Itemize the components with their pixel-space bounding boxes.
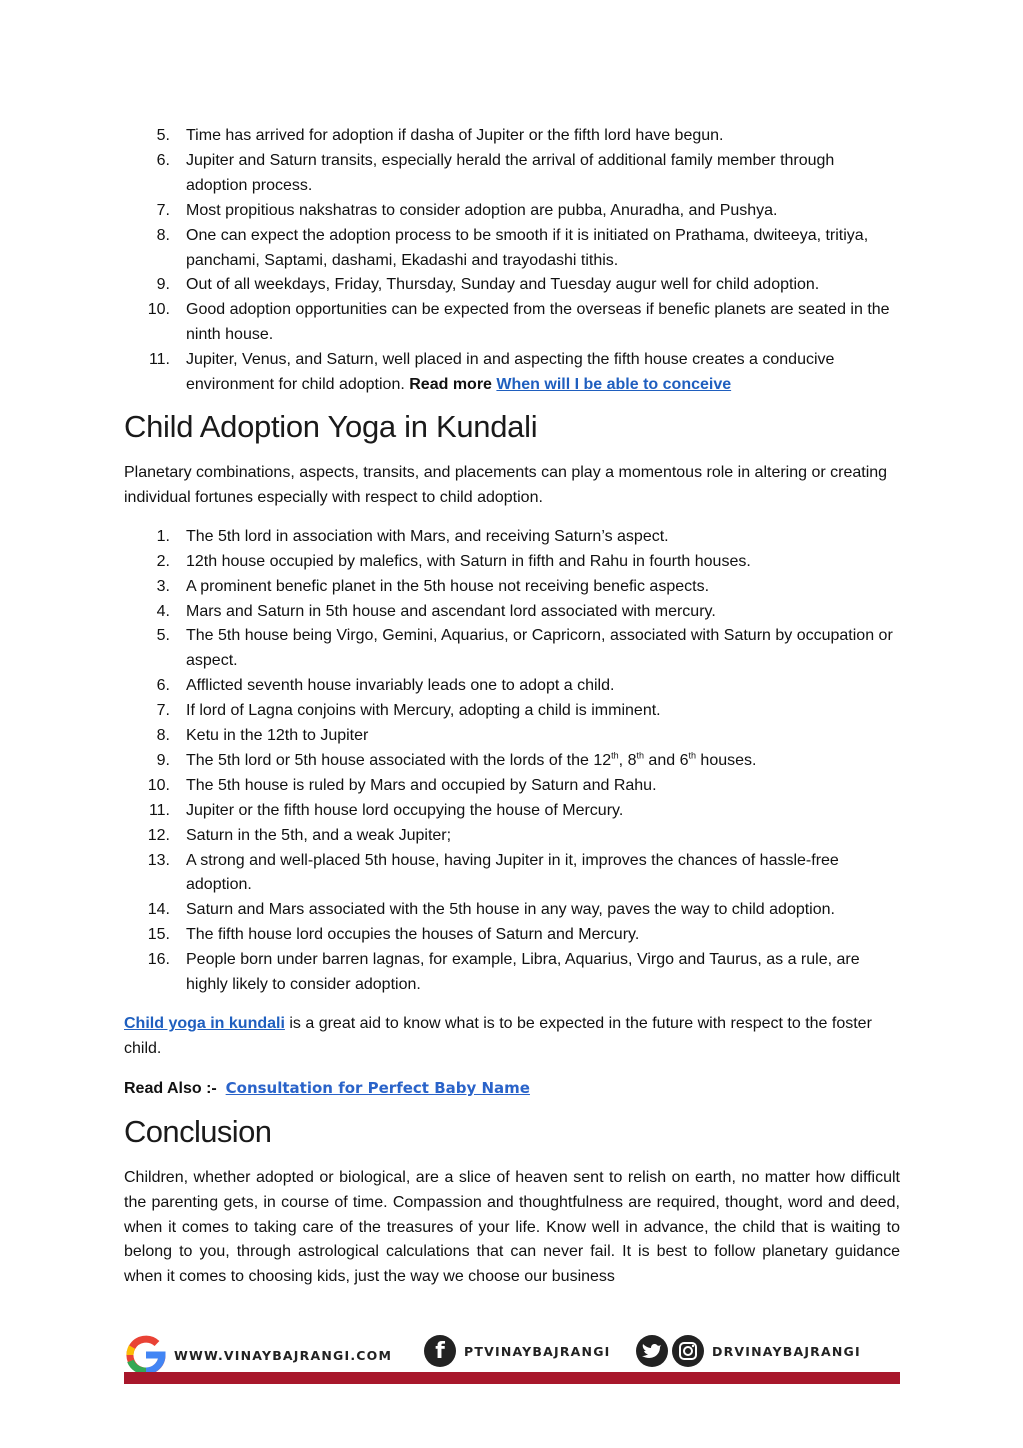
- social-text: DRVINAYBAJRANGI: [712, 1343, 861, 1359]
- list-text: Good adoption opportunities can be expected from the overseas if benefic planets are seated in the ninth house.: [186, 301, 890, 344]
- list-item: [124, 724, 900, 749]
- list-item: [124, 948, 900, 998]
- list-number: 8.: [156, 226, 170, 244]
- read-also-label: Read Also :-: [124, 1079, 217, 1097]
- intro-paragraph: Planetary combinations, aspects, transits, and placements can play a momentous role in altering or creating individual fortunes especially with respect to child adoption.: [124, 463, 888, 506]
- list-text: Saturn and Mars associated with the 5th house in any way, paves the way to child adoption.: [186, 901, 835, 919]
- list-item: [124, 799, 900, 824]
- facebook-text: PTVINAYBAJRANGI: [464, 1343, 611, 1359]
- paragraph-text: is a great aid to know what is to be expected in the future with respect to the foster child.: [124, 1015, 872, 1057]
- list-number: 9.: [156, 751, 170, 769]
- list-item: [124, 674, 900, 699]
- list-text: Most propitious nakshatras to consider adoption are pubba, Anuradha, and Pushya.: [186, 201, 778, 219]
- list-item: [124, 550, 900, 575]
- list-item: [124, 898, 900, 923]
- list-text: Saturn in the 5th, and a weak Jupiter;: [186, 826, 452, 844]
- list-number: 9.: [156, 276, 170, 294]
- list-number: 10.: [147, 301, 170, 319]
- list-text: Jupiter, Venus, and Saturn, well placed in and aspecting the fifth house creates a conducive environment for child adoption.: [186, 351, 835, 394]
- list-text: If lord of Lagna conjoins with Mercury, adopting a child is imminent.: [186, 702, 661, 720]
- instagram-icon: [672, 1335, 704, 1367]
- child-yoga-paragraph: [124, 1012, 900, 1062]
- baby-name-link[interactable]: Consultation for Perfect Baby Name: [225, 1078, 530, 1097]
- list-number: 5.: [156, 627, 170, 645]
- list-number: 11.: [148, 801, 170, 819]
- list-item: [124, 699, 900, 724]
- footer-facebook[interactable]: [424, 1335, 611, 1367]
- child-yoga-link[interactable]: Child yoga in kundali: [124, 1015, 285, 1032]
- list-text: The 5th house being Virgo, Gemini, Aquarius, or Capricorn, associated with Saturn by occupation or aspect.: [186, 627, 893, 670]
- list-text: Jupiter or the fifth house lord occupying the house of Mercury.: [186, 801, 624, 819]
- facebook-icon: f: [424, 1335, 456, 1367]
- read-more-label: Read more: [409, 376, 492, 394]
- footer-website[interactable]: [124, 1335, 392, 1375]
- list-item: [124, 600, 900, 625]
- list-item: [124, 124, 900, 149]
- list-number: 16.: [147, 951, 170, 969]
- list-number: 2.: [156, 552, 170, 570]
- list-item: [124, 575, 900, 600]
- footer-social[interactable]: [636, 1335, 861, 1367]
- list-number: 8.: [156, 727, 170, 745]
- list-text: Jupiter and Saturn transits, especially herald the arrival of additional family member through adoption process.: [186, 151, 835, 194]
- list-number: 1.: [156, 527, 170, 545]
- list-text: , 8: [618, 751, 637, 769]
- adoption-timing-list: [124, 124, 900, 398]
- list-text: The fifth house lord occupies the houses of Saturn and Mercury.: [186, 926, 640, 944]
- conclusion-paragraph: Children, whether adopted or biological, are a slice of heaven sent to relish on earth, no matter how difficult the parenting gets, in course of time. Compassion and thoughtfulness are required, thought, word and deed, when it comes to taking care of the treasures of your life. Know well in advance, the child that is waiting to belong to you, through astrological calculations that can never fail. It is best to follow planetary guidance when it comes to choosing kids, just the way we choose our business: [124, 1168, 900, 1286]
- list-item: [124, 525, 900, 550]
- list-text: A prominent benefic planet in the 5th house not receiving benefic aspects.: [186, 577, 710, 595]
- read-also-line: [124, 1076, 900, 1102]
- list-number: 11.: [148, 351, 170, 369]
- superscript: th: [636, 750, 644, 761]
- list-text: One can expect the adoption process to be smooth if it is initiated on Prathama, dwiteeya, tritiya, panchami, Saptami, dashami, Ekadashi and trayodashi tithis.: [186, 226, 869, 269]
- page-content: [124, 124, 900, 1290]
- list-number: 4.: [156, 602, 170, 620]
- footer-banner: [124, 1327, 900, 1385]
- website-text: WWW.VINAYBAJRANGI.COM: [174, 1347, 393, 1363]
- list-text: 12th house occupied by malefics, with Saturn in fifth and Rahu in fourth houses.: [186, 552, 751, 570]
- list-number: 7.: [156, 201, 170, 219]
- list-item: [124, 298, 900, 348]
- list-item: [124, 749, 900, 774]
- list-text: Out of all weekdays, Friday, Thursday, Sunday and Tuesday augur well for child adoption.: [186, 276, 820, 294]
- list-number: 5.: [156, 127, 170, 144]
- conceive-link[interactable]: When will I be able to conceive: [496, 376, 732, 394]
- list-text: The 5th lord in association with Mars, and receiving Saturn’s aspect.: [186, 527, 669, 545]
- list-number: 10.: [147, 776, 170, 794]
- list-item: [124, 149, 900, 199]
- superscript: th: [611, 750, 619, 761]
- footer-bar: [124, 1372, 900, 1384]
- list-text: houses.: [695, 751, 757, 769]
- list-text: A strong and well-placed 5th house, having Jupiter in it, improves the chances of hassle-free adoption.: [186, 851, 839, 894]
- list-text: Mars and Saturn in 5th house and ascendant lord associated with mercury.: [186, 602, 716, 620]
- list-item: [124, 774, 900, 799]
- list-number: 14.: [147, 901, 170, 919]
- list-text: Ketu in the 12th to Jupiter: [186, 727, 369, 745]
- list-text: Afflicted seventh house invariably leads one to adopt a child.: [186, 677, 615, 695]
- list-item: [124, 199, 900, 224]
- list-number: 12.: [147, 826, 170, 844]
- section-heading-conclusion: Conclusion: [124, 1113, 272, 1149]
- google-icon: [124, 1335, 168, 1375]
- list-number: 7.: [156, 702, 170, 720]
- superscript: th: [688, 750, 696, 761]
- section-heading-kundali: Child Adoption Yoga in Kundali: [124, 408, 538, 444]
- list-text: The 5th house is ruled by Mars and occupied by Saturn and Rahu.: [186, 776, 657, 794]
- list-text: People born under barren lagnas, for example, Libra, Aquarius, Virgo and Taurus, as a rule, are highly likely to consider adoption.: [186, 951, 860, 994]
- list-item: [124, 273, 900, 298]
- list-item: [124, 824, 900, 849]
- twitter-icon: [636, 1335, 668, 1367]
- list-text: and 6: [643, 751, 689, 769]
- list-number: 6.: [156, 151, 170, 169]
- list-item: [124, 849, 900, 899]
- yoga-list: [124, 525, 900, 998]
- list-number: 6.: [156, 677, 170, 695]
- list-number: 3.: [156, 577, 170, 595]
- list-number: 15.: [147, 926, 170, 944]
- list-item: [124, 624, 900, 674]
- list-text: The 5th lord or 5th house associated with the lords of the 12: [186, 751, 612, 769]
- list-item: [124, 923, 900, 948]
- list-number: 13.: [147, 851, 170, 869]
- list-text: Time has arrived for adoption if dasha of Jupiter or the fifth lord have begun.: [186, 127, 724, 144]
- list-item: [124, 348, 900, 398]
- list-item: [124, 224, 900, 274]
